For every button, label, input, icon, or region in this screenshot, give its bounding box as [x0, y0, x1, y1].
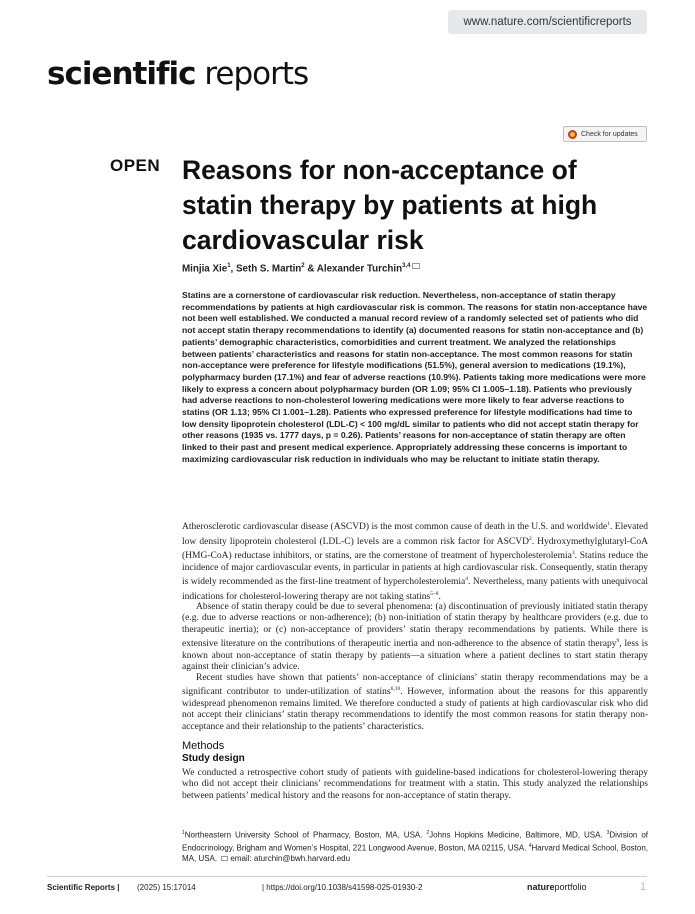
- check-for-updates-label: Check for updates: [581, 130, 638, 138]
- footer-citation: (2025) 15:17014: [137, 883, 196, 892]
- citation-ref[interactable]: 5–8: [430, 590, 439, 597]
- author-name[interactable]: & Alexander Turchin: [304, 263, 403, 275]
- journal-logo[interactable]: [47, 56, 308, 92]
- brand-light: portfolio: [554, 882, 587, 892]
- intro-paragraph: [182, 602, 648, 674]
- affiliation-marker: 4: [528, 842, 532, 849]
- affiliation-marker: 1: [182, 830, 185, 836]
- affiliation-marker: 3: [606, 830, 610, 836]
- envelope-icon: [221, 856, 228, 861]
- affiliation-text: Johns Hopkins Medicine, Baltimore, MD, USA.: [429, 830, 607, 840]
- paragraph-text: Recent studies have shown that patients’ non-acceptance of clinicians’ statin therapy recommendations may be a significant contributor to under-utilization of statins: [182, 673, 648, 698]
- article-title: Reasons for non-acceptance of statin therapy by patients at high cardiovascular risk: [182, 155, 598, 255]
- paragraph-text: . Nevertheless, many patients with unequivocal indications for cholesterol-lowering therapy are not taking statins: [182, 577, 648, 602]
- section-heading: Methods: [182, 740, 225, 752]
- page-footer: [47, 883, 647, 895]
- paragraph-text: Absence of statin therapy could be due to several phenomena: (a) discontinuation of previously initiated statin therapy (e.g. due to adverse reactions or non-adherence); (b) non-initiation of statin therapy by healthcare providers (e.g. due to therapeutic inertia); or (c) non-acceptance of providers’ statin therapy recommendations by patients. While there is extensive literature on the contributions of therapeutic inertia and non-adherence to the absence of statin therapy: [182, 602, 648, 650]
- paragraph-text: . Statins reduce the incidence of major cardiovascular events, in particular in patients at high cardiovascular risk. Consequently, statin therapy is widely recommended as the first-line treatment of hypercholesterolemia: [182, 551, 648, 588]
- nature-portfolio-logo: [527, 882, 587, 892]
- paragraph-text: , less is known about non-acceptance of statin therapy by patients—a situation where a patient declines to start statin therapy against their clinician’s advice.: [182, 639, 648, 673]
- footer-journal-name: Scientific Reports |: [47, 883, 120, 892]
- citation-ref[interactable]: 2: [528, 535, 532, 542]
- paragraph-text: . Hydroxymethylglutaryl-CoA (HMG-CoA) reductase inhibitors, or statins, are the cornerstone of treatment of hypercholesterolemia: [182, 536, 648, 562]
- intro-paragraph: [182, 673, 648, 733]
- citation-ref[interactable]: 3: [571, 550, 575, 557]
- footer-divider: [47, 876, 647, 877]
- methods-paragraph: We conducted a retrospective cohort study of patients with guideline-based indications for cholesterol-lowering therapy who did not accept their clinicians’ recommendations for treatment with a statin. This study analyzed the relationships between patients’ medical history and the reasons for non-acceptance of statin therapy.: [182, 768, 648, 801]
- brand-bold: nature: [527, 882, 555, 892]
- envelope-icon[interactable]: [412, 263, 420, 269]
- author-name[interactable]: , Seth S. Martin: [230, 263, 302, 275]
- affiliation-marker: 1: [227, 263, 231, 269]
- citation-ref[interactable]: 4: [465, 576, 469, 583]
- affiliation-text: Northeastern University School of Pharmacy, Boston, MA, USA.: [184, 830, 427, 840]
- affiliation-marker: 2: [301, 263, 305, 269]
- crossmark-icon: [568, 130, 577, 139]
- paragraph-text: .: [438, 591, 441, 602]
- affiliation-text: Harvard Medical School, Boston, MA, USA.: [182, 843, 648, 864]
- journal-logo-bold: scientific: [47, 56, 196, 92]
- affiliation-marker: 2: [426, 830, 430, 836]
- paragraph-text: . Elevated low density lipoprotein cholesterol (LDL-C) levels are a common risk factor for ASCVD: [182, 522, 648, 547]
- journal-logo-light: reports: [204, 56, 309, 92]
- intro-paragraph: [182, 519, 648, 603]
- abstract: Statins are a cornerstone of cardiovascular risk reduction. Nevertheless, non-acceptance of statin therapy recommendations by patients at high cardiovascular risk is common. The reasons for statin non-acceptance have not been well established. We conducted a manual record review of a randomly selected set of patients who did not accept statin therapy recommendations to identify (a) documented reasons for statin non-acceptance and (b) patients’ demographic characteristics, comorbidities and current treatment. We analyzed the relationships between patients’ characteristics and reasons for statin non-acceptance. The most common reasons for statin non-acceptance were preference for lifestyle modifications (51.5%), general aversion to medications (19.1%), polypharmacy burden (17.1%) and fear of adverse reactions (10.9%). Patients taking more medications were more likely to express a concern about polypharmacy burden (OR 1.09; 95% CI 1.005–1.18). Patients who previously had adverse reactions to non-cholesterol lowering medications were more likely to fear adverse reactions to statins (OR 1.13; 95% CI 1.001–1.28). Patients who expressed preference for lifestyle modifications had time to low density lipoprotein cholesterol (LDL-C) < 100 mg/dL similar to patients who did not accept statin therapy for other reasons (1935 vs. 1777 days, p = 0.26). Patients’ reasons for non-acceptance of statin therapy are often linked to their past and present medical experience. Appropriately addressing these concerns is important to maximizing cardiovascular risk reduction in individuals who may be reluctant to initiate statin therapy.: [182, 290, 648, 464]
- citation-ref[interactable]: 9: [616, 638, 620, 645]
- affiliation-marker: 3,4: [402, 263, 411, 269]
- email-link[interactable]: email: aturchin@bwh.harvard.edu: [230, 854, 351, 864]
- footer-doi-link[interactable]: | https://doi.org/10.1038/s41598-025-01930-2: [262, 883, 423, 892]
- paragraph-text: . However, information about the reasons for this apparently widespread phenomenon remains limited. We therefore conducted a study of patients at high cardiovascular risk who did not accept their clinicians’ statin therapy recommendations to identify the most common reasons for statin therapy non-acceptance and their relationship to the patients’ characteristics.: [182, 687, 648, 732]
- check-for-updates-button[interactable]: [563, 126, 647, 142]
- paragraph-text: Atherosclerotic cardiovascular disease (ASCVD) is the most common cause of death in the U.S. and worldwide: [182, 522, 608, 533]
- affiliations: [182, 828, 648, 864]
- subsection-heading: Study design: [182, 753, 245, 764]
- citation-ref[interactable]: 1: [607, 521, 610, 527]
- page-number: 1: [640, 881, 647, 893]
- open-access-label: OPEN: [110, 156, 161, 175]
- journal-url-link[interactable]: www.nature.com/scientificreports: [448, 10, 647, 34]
- author-list: [182, 263, 420, 274]
- author-name[interactable]: Minjia Xie: [182, 263, 228, 275]
- affiliation-text: Division of Endocrinology, Brigham and Women’s Hospital, 221 Longwood Avenue, Boston, MA 02115, USA.: [182, 830, 648, 853]
- citation-ref[interactable]: 6,10: [390, 686, 401, 693]
